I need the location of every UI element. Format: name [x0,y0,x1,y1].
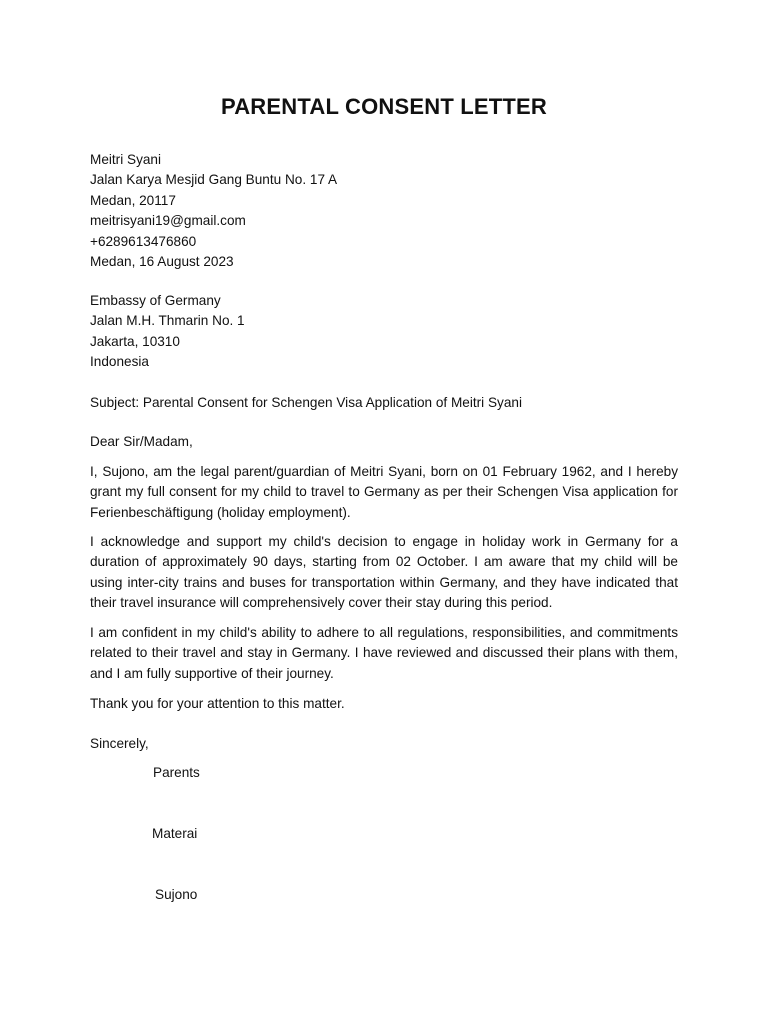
sender-address: Jalan Karya Mesjid Gang Buntu No. 17 A [90,172,338,188]
sender-email: meitrisyani19@gmail.com [90,213,246,229]
body-paragraph-1 [90,462,678,523]
paragraph-text: I, Sujono, am the legal parent/guardian of Meitri Syani, born on 01 February 1962, and I hereby grant my full consent for my child to travel to Germany as per their Schengen Visa application for Ferienbeschäftigung (holiday employment). [90,464,678,520]
sender-name: Meitri Syani [90,152,162,167]
body-paragraph-4 [90,694,678,714]
sender-block [90,150,678,272]
sender-city: Medan, 20117 [90,192,176,208]
sender-phone: +6289613476860 [90,233,197,249]
stamp-label: Materai [152,826,198,841]
body-paragraph-2 [90,532,678,614]
body-paragraph-3 [90,623,678,684]
signature-role: Parents [153,765,200,780]
recipient-name: Embassy of Germany [90,293,221,308]
closing [90,734,678,754]
closing-text: Sincerely, [90,736,149,751]
paragraph-text: I acknowledge and support my child's decision to engage in holiday work in Germany for a duration of approximately 90 days, starting from 02 October. I am aware that my child will be using inter-city trains and buses for transportation within Germany, and they have indicated that their travel insurance will comprehensively cover their stay during this period. [90,534,678,611]
recipient-country: Indonesia [90,354,149,370]
paragraph-text: I am confident in my child's ability to adhere to all regulations, responsibilities, and commitments related to their travel and stay in Germany. I have reviewed and discussed their plans with them, and I am fully supportive of their journey. [90,625,678,681]
recipient-city: Jakarta, 10310 [90,333,180,349]
letter-date: Medan, 16 August 2023 [90,254,234,270]
signature-name: Sujono [155,887,198,902]
recipient-block [90,291,678,373]
letter-title: PARENTAL CONSENT LETTER [220,94,548,119]
subject-line [90,393,678,413]
recipient-address: Jalan M.H. Thmarin No. 1 [90,313,245,329]
subject-text: Subject: Parental Consent for Schengen Visa Application of Meitri Syani [90,395,522,410]
salutation-text: Dear Sir/Madam, [90,434,193,449]
salutation [90,432,678,452]
paragraph-text: Thank you for your attention to this matter. [90,696,345,711]
